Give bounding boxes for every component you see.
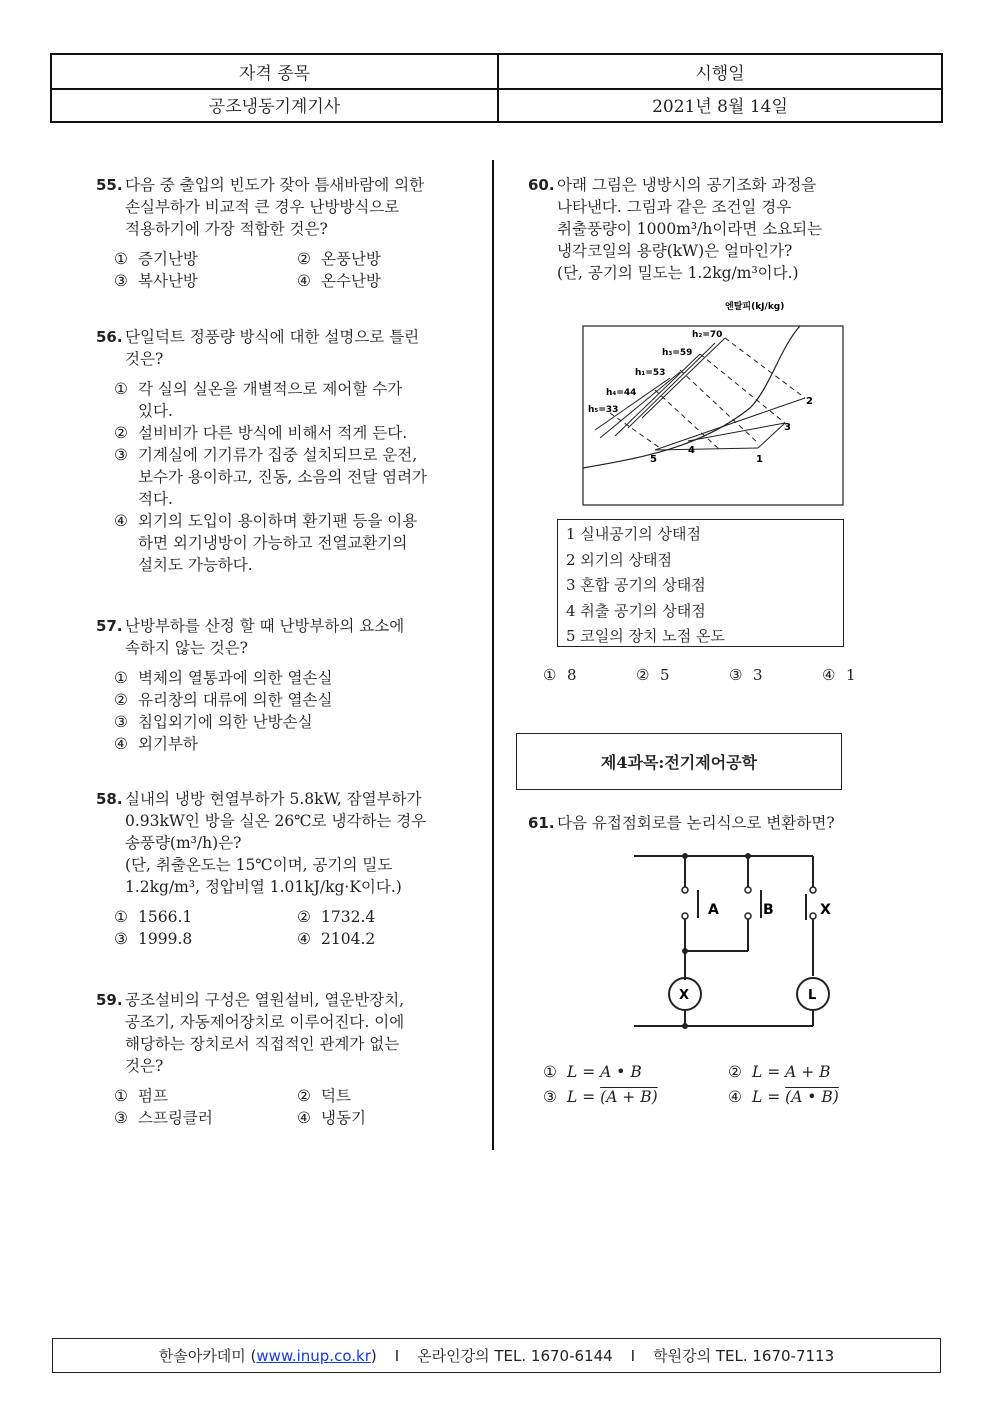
point-label: 3 <box>784 422 791 433</box>
option-mark: ② <box>636 666 650 684</box>
option-mark: ② <box>728 1063 742 1081</box>
question-number: 55. <box>96 176 123 194</box>
option-overlined-text: (A + B) <box>600 1088 658 1106</box>
option-overlined-text: (A • B) <box>785 1088 839 1106</box>
footer-academy: 한솔아카데미 ( <box>158 1347 257 1365</box>
footer <box>52 1338 941 1373</box>
option-mark: ③ <box>114 1109 128 1127</box>
option-text: 2104.2 <box>321 930 376 948</box>
chart-frame <box>583 326 843 505</box>
option-text: 1566.1 <box>138 908 193 926</box>
header-col2-label: 시행일 <box>695 64 745 84</box>
option-text: 냉동기 <box>321 1109 366 1127</box>
option-text: 각 실의 실온을 개별적으로 제어할 수가 있다. <box>138 380 403 420</box>
option[interactable] <box>543 666 636 684</box>
junction-dot <box>682 853 688 859</box>
point-label: 2 <box>806 396 813 407</box>
process-line <box>655 398 805 450</box>
question-60 <box>528 174 868 284</box>
option-text: 복사난방 <box>138 272 198 290</box>
h-label: h₅=33 <box>588 405 619 415</box>
exam-name: 공조냉동기계기사 <box>52 88 499 121</box>
option-text: 온수난방 <box>321 272 381 290</box>
question-number: 60. <box>528 176 555 194</box>
process-line <box>758 423 785 448</box>
question-61-options <box>543 1060 878 1110</box>
enthalpy-dashed <box>725 338 805 398</box>
question-number: 57. <box>96 617 123 635</box>
option-text: 벽체의 열통과에 의한 열손실 <box>138 669 333 687</box>
question-number: 56. <box>96 328 123 346</box>
option-mark: ④ <box>114 735 128 753</box>
legend-item: 5 코일의 장치 노점 온도 <box>566 627 726 645</box>
legend-item: 2 외기의 상태점 <box>566 550 673 569</box>
contact-label: B <box>763 902 774 918</box>
state-point-legend <box>557 519 844 647</box>
point-label: 4 <box>688 445 695 456</box>
option-text: L = A • B <box>567 1063 642 1081</box>
question-58 <box>96 788 486 950</box>
footer-offline-tel: 학원강의 TEL. 1670-7113 <box>653 1347 835 1365</box>
question-56 <box>96 326 486 576</box>
option[interactable] <box>729 666 822 684</box>
exam-date: 2021년 8월 14일 <box>652 97 788 117</box>
enthalpy-dashed <box>680 370 758 443</box>
option[interactable] <box>114 906 297 928</box>
option-text: 온풍난방 <box>321 250 381 268</box>
option[interactable] <box>114 270 297 292</box>
option[interactable] <box>114 378 486 422</box>
junction-dot <box>682 1023 688 1029</box>
question-number: 59. <box>96 991 123 1009</box>
load-label: L <box>808 988 817 1003</box>
option-text: 1 <box>846 666 856 684</box>
option[interactable] <box>114 248 297 270</box>
option-text: 5 <box>660 666 670 684</box>
junction-dot <box>682 948 688 954</box>
option-text: L = <box>752 1088 786 1106</box>
option-text: 1732.4 <box>321 908 376 926</box>
option-mark: ③ <box>729 666 743 684</box>
question-text: 난방부하를 산정 할 때 난방부하의 요소에 속하지 않는 것은? <box>125 617 405 657</box>
academy-website-link[interactable]: www.inup.co.kr <box>256 1346 371 1365</box>
legend-item: 1 실내공기의 상태점 <box>566 525 702 543</box>
question-55 <box>96 174 486 292</box>
option-text: 펌프 <box>138 1087 168 1105</box>
h-label: h₁=53 <box>635 368 666 378</box>
legend-item: 4 취출 공기의 상태점 <box>566 601 706 620</box>
option[interactable] <box>297 248 480 270</box>
option[interactable] <box>114 422 486 444</box>
question-text: 실내의 냉방 현열부하가 5.8kW, 잠열부하가 0.93kW인 방을 실온 26℃로 냉각하는 경우 송풍량(m³/h)은? (단, 취출온도는 15℃이며, 공기의 밀도 1.2kg/m³, 정압비열 1.01kJ/kg·K이다.) <box>125 790 427 896</box>
option-mark: ② <box>297 250 311 268</box>
option-mark: ② <box>297 908 311 926</box>
option-text: L = A + B <box>752 1063 831 1081</box>
h-label: h₄=44 <box>606 388 637 398</box>
option-mark: ① <box>114 250 128 268</box>
option-mark: ① <box>543 1063 557 1081</box>
option[interactable] <box>114 1107 297 1129</box>
option-text: 기계실에 기기류가 집중 설치되므로 운전, 보수가 용이하고, 진동, 소음의 전달 염려가 적다. <box>138 446 428 508</box>
option-mark: ① <box>543 666 557 684</box>
question-number: 61. <box>528 814 555 832</box>
enthalpy-dashed <box>655 390 720 450</box>
header-col1-label: 자격 종목 <box>52 55 499 88</box>
option-mark: ④ <box>297 1109 311 1127</box>
option-mark: ④ <box>114 512 128 530</box>
question-59 <box>96 989 486 1129</box>
contact-label: X <box>820 902 831 918</box>
option-mark: ② <box>297 1087 311 1105</box>
option-mark: ④ <box>822 666 836 684</box>
enthalpy-line <box>595 378 670 430</box>
option-mark: ③ <box>114 446 128 464</box>
h-label: h₃=59 <box>662 348 693 358</box>
exam-header-table <box>50 53 943 123</box>
option-text: 유리창의 대류에 의한 열손실 <box>138 691 333 709</box>
contact-label: A <box>708 902 719 918</box>
psychrometric-chart <box>580 298 848 508</box>
footer-close-paren: ) <box>370 1346 377 1365</box>
relay-circuit-diagram <box>628 848 838 1033</box>
question-text: 다음 중 출입의 빈도가 잦아 틈새바람에 의한 손실부하가 비교적 큰 경우 난방방식으로 적용하기에 가장 적합한 것은? <box>125 176 425 238</box>
subject-heading: 제4과목:전기제어공학 <box>516 733 842 790</box>
point-label: 5 <box>650 454 657 465</box>
question-text: 다음 유접점회로를 논리식으로 변환하면? <box>557 814 835 832</box>
option[interactable] <box>114 689 486 711</box>
option-text: 스프링클러 <box>138 1109 213 1127</box>
option[interactable] <box>297 906 480 928</box>
point-label: 1 <box>756 454 763 465</box>
option-text: 외기의 도입이 용이하며 환기팬 등을 이용 하면 외기냉방이 가능하고 전열교환기의 설치도 가능하다. <box>138 512 418 574</box>
question-57 <box>96 615 486 755</box>
option-mark: ② <box>114 691 128 709</box>
load-label: X <box>679 988 690 1003</box>
option-mark: ④ <box>728 1088 742 1106</box>
option-text: 외기부하 <box>138 735 198 753</box>
junction-dot <box>745 853 751 859</box>
option[interactable] <box>822 666 915 684</box>
option-mark: ③ <box>543 1088 557 1106</box>
option-mark: ④ <box>297 930 311 948</box>
enthalpy-dashed <box>700 354 785 423</box>
option[interactable] <box>543 1060 728 1085</box>
option-mark: ① <box>114 1087 128 1105</box>
option[interactable] <box>297 928 480 950</box>
option-mark: ① <box>114 669 128 687</box>
option[interactable] <box>636 666 729 684</box>
option-mark: ④ <box>297 272 311 290</box>
option[interactable] <box>728 1085 878 1110</box>
option-mark: ③ <box>114 713 128 731</box>
question-text: 아래 그림은 냉방시의 공기조화 과정을 나타낸다. 그림과 같은 조건일 경우 취출풍량이 1000m³/h이라면 소요되는 냉각코일의 용량(kW)은 얼마인가? (단, 공기의 밀도는 1.2kg/m³이다.) <box>557 176 823 282</box>
option[interactable] <box>543 1085 728 1110</box>
option-text: 설비비가 다른 방식에 비해서 적게 든다. <box>138 424 408 442</box>
option[interactable] <box>114 667 486 689</box>
footer-separator: I <box>630 1346 636 1365</box>
option-text: 1999.8 <box>138 930 193 948</box>
option-mark: ③ <box>114 930 128 948</box>
option[interactable] <box>114 711 486 733</box>
question-60-options <box>543 666 915 684</box>
option[interactable] <box>114 928 297 950</box>
option[interactable] <box>114 444 486 510</box>
option[interactable] <box>297 1085 480 1107</box>
option[interactable] <box>114 1085 297 1107</box>
footer-online-tel: 온라인강의 TEL. 1670-6144 <box>417 1347 613 1365</box>
option-mark: ③ <box>114 272 128 290</box>
legend-item: 3 혼합 공기의 상태점 <box>566 576 706 594</box>
option-mark: ② <box>114 424 128 442</box>
question-text: 공조설비의 구성은 열원설비, 열운반장치, 공조기, 자동제어장치로 이루어진다. 이에 해당하는 장치로서 직접적인 관계가 없는 것은? <box>125 991 405 1075</box>
option-text: 덕트 <box>321 1087 351 1105</box>
column-divider <box>492 160 494 1150</box>
process-line <box>688 423 785 441</box>
question-61 <box>528 812 888 834</box>
option-mark: ① <box>114 908 128 926</box>
enthalpy-dashed <box>610 413 660 448</box>
option-text: L = <box>567 1088 601 1106</box>
option-text: 3 <box>753 666 763 684</box>
question-number: 58. <box>96 790 123 808</box>
footer-separator: I <box>394 1346 400 1365</box>
option[interactable] <box>297 1107 480 1129</box>
option[interactable] <box>114 510 486 576</box>
h-label: h₂=70 <box>692 330 723 340</box>
option[interactable] <box>297 270 480 292</box>
option-text: 증기난방 <box>138 250 198 268</box>
option[interactable] <box>728 1060 878 1085</box>
option-mark: ① <box>114 380 128 398</box>
option[interactable] <box>114 733 486 755</box>
option-text: 8 <box>567 666 577 684</box>
option-text: 침입외기에 의한 난방손실 <box>138 713 313 731</box>
question-text: 단일덕트 정풍량 방식에 대한 설명으로 틀린 것은? <box>125 328 420 368</box>
enthalpy-axis-label: 엔탈피(kJ/kg) <box>725 302 785 312</box>
